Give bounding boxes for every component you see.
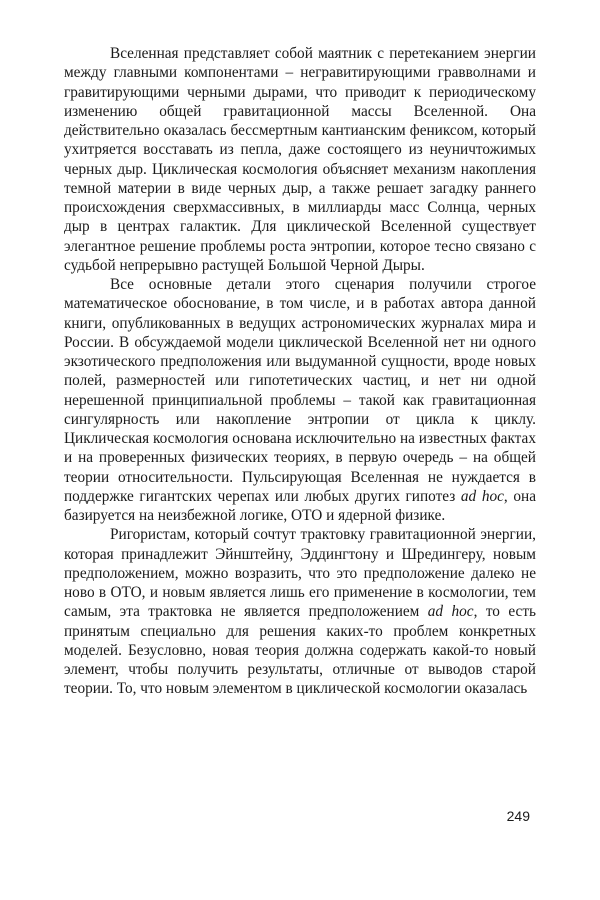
text-run: , то есть принятым специально для решения каких-то проблем конкретных моделей. Безусловно, новая теория должна содержать какой-то новый элемент, чтобы получить результаты, отличные от выводов старой теории. То, что новым элементом в циклической космологии оказалась	[64, 603, 536, 698]
italic-term: ad hoc	[427, 603, 474, 621]
page-number: 249	[506, 808, 530, 824]
paragraph	[64, 44, 536, 275]
page-body	[64, 44, 536, 699]
paragraph	[64, 275, 536, 525]
text-run: Ригористам, который сочтут трактовку гравитационной энергии, которая принадлежит Эйнштейну, Эддингтону и Шредингеру, новым предположением, можно возразить, что это предположение далеко не ново в ОТО, и новым является лишь его применение в космологии, тем самым, эта трактовка не является предположением	[64, 526, 536, 621]
text-run: Вселенная представляет собой маятник с перетеканием энергии между главными компонентами – негравитирующими гравволнами и гравитирующими черными дырами, что приводит к периодическому изменению общей гравитационной массы Вселенной. Она действительно оказалась бессмертным кантианским фениксом, который ухитряется восставать из пепла, даже состоящего из неуничтожимых черных дыр. Циклическая космология объясняет механизм накопления темной материи в виде черных дыр, а также решает загадку раннего происхождения сверхмассивных, в миллиарды масс Солнца, черных дыр в центрах галактик. Для циклической Вселенной существует элегантное решение проблемы роста энтропии, которое тесно связано с судьбой непрерывно растущей Большой Черной Дыры.	[64, 45, 536, 274]
italic-term: ad hoc	[460, 487, 504, 505]
text-run: , она базируется на неизбежной логике, ОТО и ядерной физике.	[64, 487, 536, 524]
paragraph	[64, 525, 536, 698]
text-run: Все основные детали этого сценария получили строгое математическое обоснование, в том числе, и в работах автора данной книги, опубликованных в ведущих астрономических журналах мира и России. В обсуждаемой модели циклической Вселенной нет ни одного экзотического предположения или выдуманной сущности, вроде новых полей, размерностей или гипотетических частиц, и нет ни одной нерешенной принципиальной проблемы – такой как гравитационная сингулярность или накопление энтропии от цикла к циклу. Циклическая космология основана исключительно на известных фактах и на проверенных физических теориях, в первую очередь – на общей теории относительности. Пульсирующая Вселенная не нуждается в поддержке гигантских черепах или любых других гипотез	[64, 276, 536, 505]
